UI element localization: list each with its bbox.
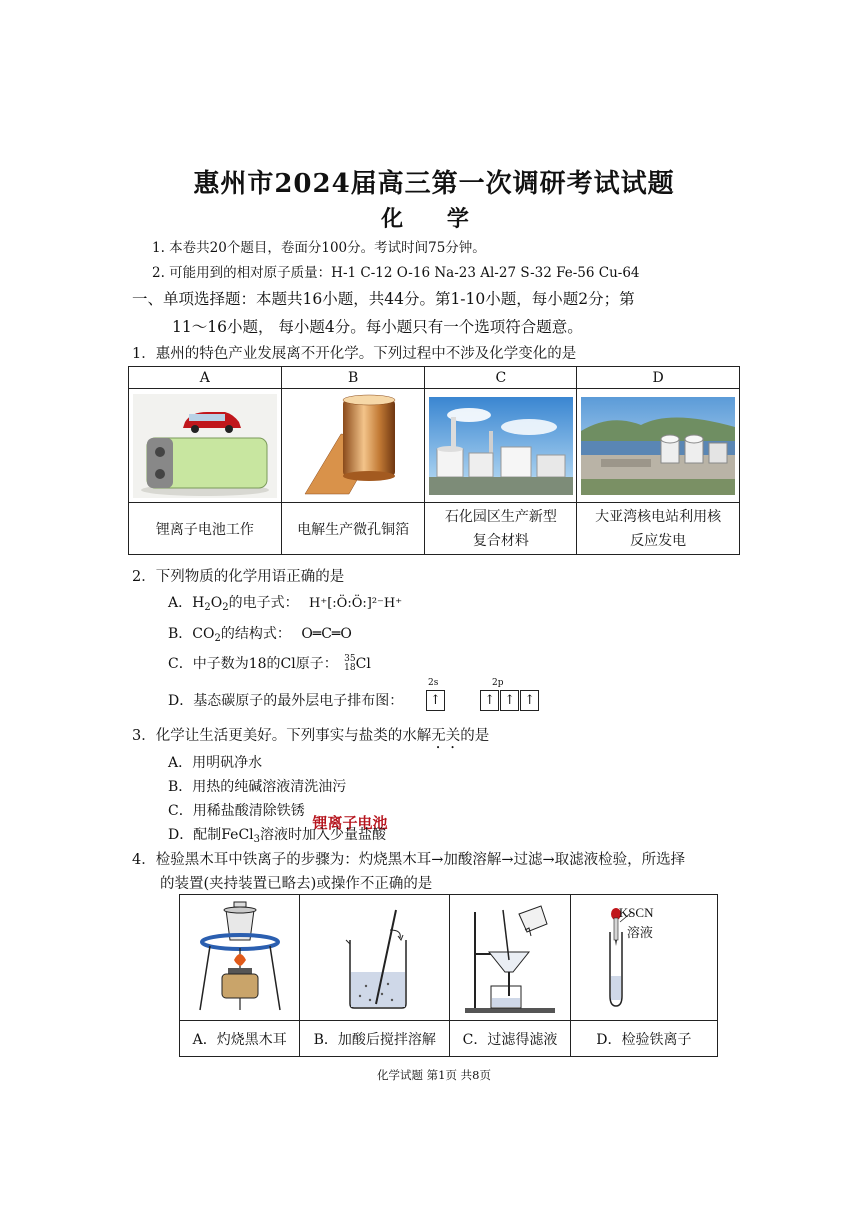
- reagent-solution-label: 溶液: [626, 926, 653, 941]
- question-1-stem: 1．惠州的特色产业发展离不开化学。下列过程中不涉及化学变化的是: [132, 346, 577, 362]
- battery-label: 锂离子电池: [312, 813, 388, 832]
- apparatus-c: [450, 895, 571, 1021]
- orbital-box-2p-2: ↑: [500, 690, 519, 711]
- q4-caption-a: A．灼烧黑木耳: [180, 1021, 300, 1057]
- question-4-line1: 4．检验黑木耳中铁离子的步骤为：灼烧黑木耳→加酸溶解→过滤→取滤液检验，所选择: [132, 852, 686, 868]
- orbital-diagram: [426, 690, 540, 711]
- orbital-box-2s: ↑: [426, 690, 445, 711]
- question-4-line2: 的装置(夹持装置已略去)或操作不正确的是: [160, 876, 433, 892]
- question-4-table: [179, 894, 718, 1057]
- filtration-setup-icon: [455, 900, 565, 1016]
- copper-foil-image: [281, 389, 425, 503]
- q4-caption-d: D．检验铁离子: [570, 1021, 717, 1057]
- subject-title: 化 学: [381, 206, 487, 232]
- orbital-box-2p-3: ↑: [520, 690, 539, 711]
- lithium-battery-icon: [133, 394, 277, 498]
- q4-caption-c: C．过滤得滤液: [450, 1021, 571, 1057]
- crucible-burner-icon: [190, 900, 290, 1016]
- reagent-label: KSCN: [618, 905, 654, 920]
- apparatus-d: [570, 895, 717, 1021]
- q3-option-c: C．用稀盐酸清除铁锈: [168, 803, 305, 819]
- caption-a: 锂离子电池工作: [129, 503, 282, 555]
- orbital-box-2p-1: ↑: [480, 690, 499, 711]
- apparatus-a: [180, 895, 300, 1021]
- nuclear-plant-image: [577, 389, 740, 503]
- note-2: 2. 可能用到的相对原子质量：H-1 C-12 O-16 Na-23 Al-27 S-32 Fe-56 Cu-64: [152, 265, 640, 281]
- q2-option-c: C．中子数为18的Cl原子： 35 18 Cl: [168, 654, 371, 673]
- electron-formula: H⁺[:Ö:Ö:]²⁻H⁺: [309, 596, 403, 611]
- q2-option-b: B．$CO_2$的结构式： O═C═O: [168, 626, 352, 644]
- orbital-2s-label: 2s: [428, 678, 439, 688]
- structural-formula: O═C═O: [301, 626, 352, 642]
- option-header-a: A: [129, 367, 282, 389]
- exam-title: 惠州市2024届高三第一次调研考试试题: [193, 169, 675, 199]
- nuclear-plant-icon: [581, 397, 735, 495]
- option-header-d: D: [577, 367, 740, 389]
- note-1: 1. 本卷共20个题目，卷面分100分。考试时间75分钟。: [152, 240, 486, 256]
- section-heading-line2: 11～16小题， 每小题4分。每小题只有一个选项符合题意。: [172, 318, 583, 336]
- caption-b: 电解生产微孔铜箔: [281, 503, 425, 555]
- caption-d: 大亚湾核电站利用核 反应发电: [577, 503, 740, 555]
- q2-option-d: D．基态碳原子的最外层电子排布图：: [168, 693, 404, 709]
- page-footer: 化学试题 第1页 共8页: [377, 1068, 491, 1082]
- q3-option-d: D．配制FeCl$_3$溶液时加入少量盐酸: [168, 827, 387, 845]
- petrochemical-image: [425, 389, 577, 503]
- orbital-2p-label: 2p: [492, 678, 504, 688]
- copper-foil-icon: [285, 394, 421, 498]
- option-header-c: C: [425, 367, 577, 389]
- petrochemical-plant-icon: [429, 397, 573, 495]
- option-header-b: B: [281, 367, 425, 389]
- question-3-stem: 3．化学让生活更美好。下列事实与盐类的水解无关的是: [132, 728, 490, 744]
- section-heading-line1: 一、单项选择题：本题共16小题，共44分。第1-10小题，每小题2分；第: [132, 290, 635, 308]
- q4-caption-b: B．加酸后搅拌溶解: [300, 1021, 450, 1057]
- q3-option-a: A．用明矾净水: [168, 755, 263, 771]
- apparatus-b: [300, 895, 450, 1021]
- q3-option-b: B．用热的纯碱溶液清洗油污: [168, 779, 347, 795]
- q2-option-a: A．$H_2O_2$的电子式： H⁺[:Ö:Ö:]²⁻H⁺: [168, 595, 403, 613]
- caption-c: 石化园区生产新型 复合材料: [425, 503, 577, 555]
- beaker-stirring-icon: [320, 900, 430, 1016]
- question-2-stem: 2．下列物质的化学用语正确的是: [132, 569, 345, 585]
